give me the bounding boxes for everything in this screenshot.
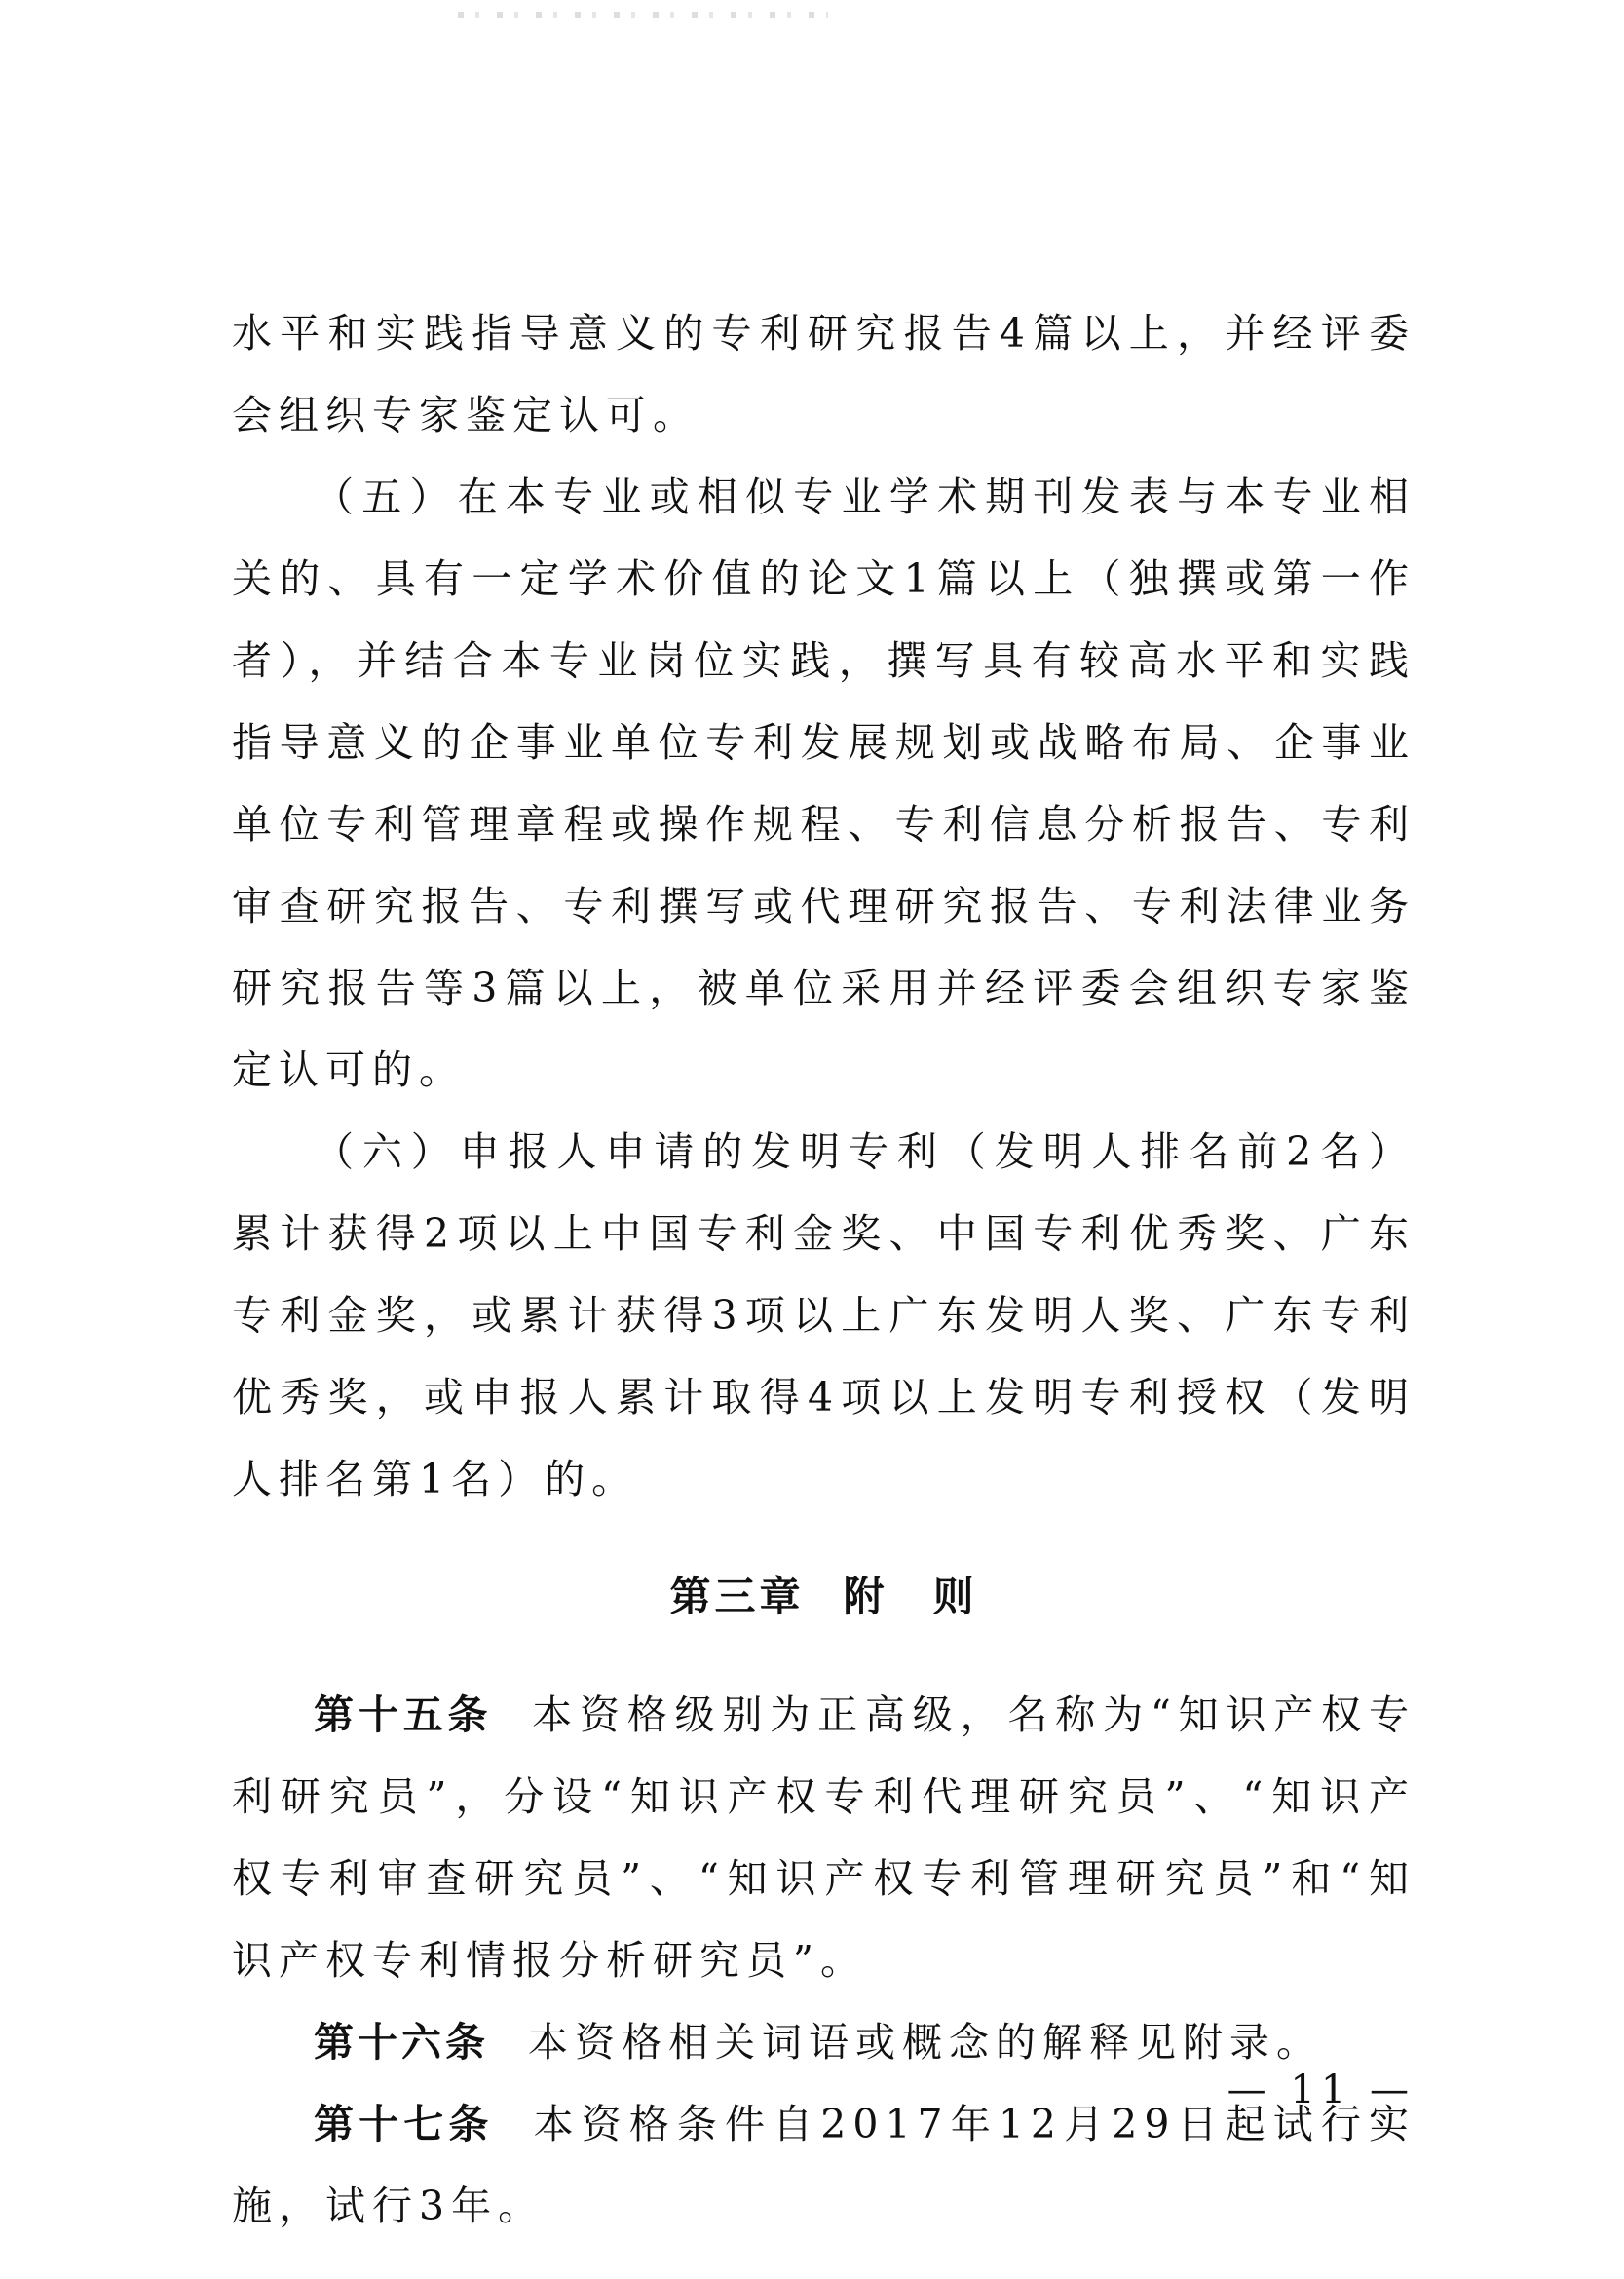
article-label: 第十五条 xyxy=(314,1691,493,1738)
article-15 xyxy=(232,1674,1416,2001)
paragraph-item-six: （六）申报人申请的发明专利（发明人排名前2名）累计获得2项以上中国专利金奖、中国专利优秀奖、广东专利金奖，或累计获得3项以上广东发明人奖、广东专利优秀奖，或申报人累计取得4项以上发明专利授权（发明人排名第1名）的。 xyxy=(232,1128,1416,1502)
article-text: 本资格相关词语或概念的解释见附录。 xyxy=(528,2019,1323,2066)
chapter-number: 第三章 xyxy=(669,1573,805,1620)
paragraph-item-five: （五）在本专业或相似专业学术期刊发表与本专业相关的、具有一定学术价值的论文1篇以上（独撰或第一作者），并结合本专业岗位实践，撰写具有较高水平和实践指导意义的企事业单位专利发展规划或战略布局、企事业单位专利管理章程或操作规程、专利信息分析报告、专利审查研究报告、专利撰写或代理研究报告、专利法律业务研究报告等3篇以上，被单位采用并经评委会组织专家鉴定认可的。 xyxy=(232,474,1416,1093)
article-label: 第十七条 xyxy=(314,2101,494,2147)
article-text: 本资格条件自2017年12月29日起试行实施，试行3年。 xyxy=(232,2101,1416,2229)
document-body xyxy=(232,292,1416,2247)
page-number: — 11 — xyxy=(1227,2068,1415,2112)
chapter-title: 附 则 xyxy=(843,1573,978,1620)
paragraph-continuation: 水平和实践指导意义的专利研究报告4篇以上，并经评委会组织专家鉴定认可。 xyxy=(232,310,1416,438)
article-label: 第十六条 xyxy=(314,2019,489,2066)
chapter-heading xyxy=(232,1565,1416,1629)
article-text: 本资格级别为正高级，名称为“知识产权专利研究员”，分设“知识产权专利代理研究员”、“知识产权专利审查研究员”、“知识产权专利管理研究员”和“知识产权专利情报分析研究员”。 xyxy=(232,1691,1416,1984)
scan-artifact xyxy=(458,12,828,18)
